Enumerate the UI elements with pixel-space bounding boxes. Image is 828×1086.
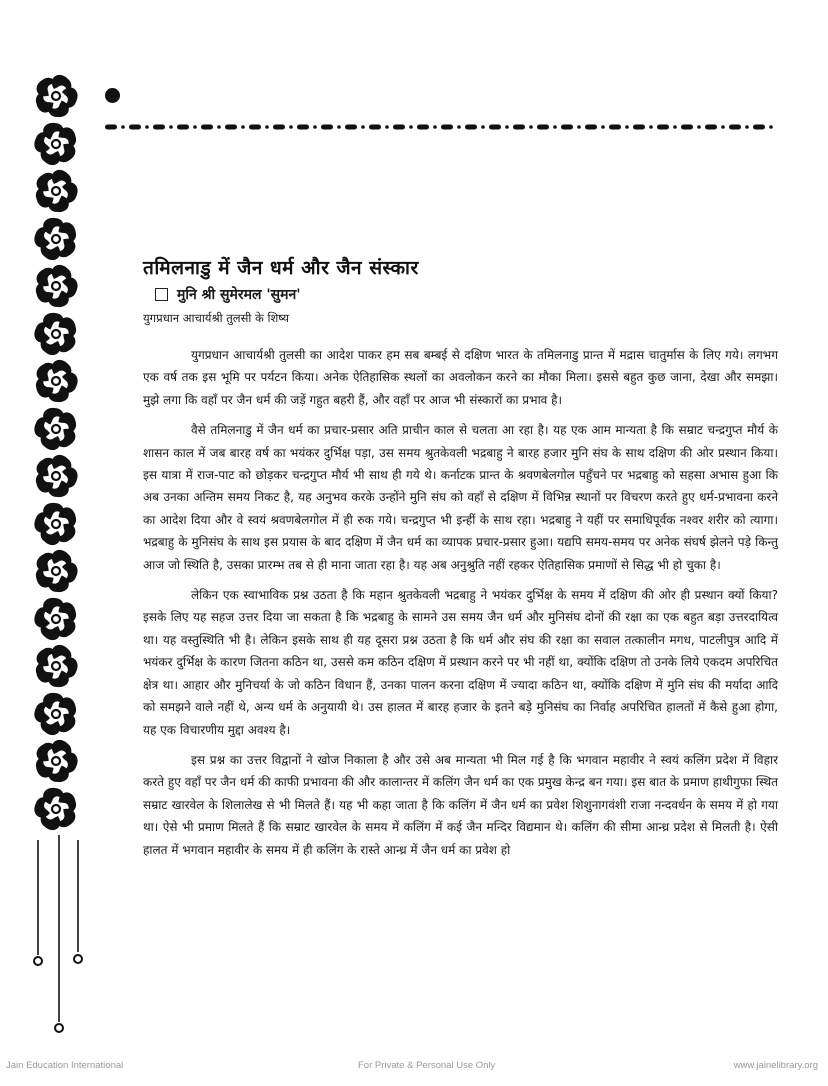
article-title: तमिलनाडु में जैन धर्म और जैन संस्कार [143, 257, 419, 279]
swirl-motif-icon [28, 452, 84, 500]
page-footer [0, 1060, 828, 1076]
article-body [143, 344, 778, 869]
swirl-motif-icon [28, 785, 84, 833]
paragraph: युगप्रधान आचार्यश्री तुलसी का आदेश पाकर हम सब बम्बई से दक्षिण भारत के तमिलनाडु प्रान्त में मद्रास चातुर्मास के लिए गये। लगभग एक वर्ष तक इस भूमि पर पर्यटन किया। अनेक ऐतिहासिक स्थलों का अवलोकन करने का मौका मिला। इससे बहुत कुछ जाना, देखा और समझा। मुझे लगा कि वहाँ पर जैन धर्म की जड़ें गहुत बहरी हैं, और वहाँ पर आज भी संस्कारों का प्रभाव है। [143, 348, 778, 407]
border-pendant-stems-icon [28, 830, 88, 1040]
author-subtitle: युगप्रधान आचार्यश्री तुलसी के शिष्य [143, 311, 290, 325]
checkbox-square-icon [155, 288, 168, 301]
footer-publisher: Jain Education International [6, 1060, 124, 1071]
swirl-motif-icon [28, 167, 84, 215]
paragraph: लेकिन एक स्वाभाविक प्रश्न उठता है कि महान श्रुतकेवली भद्रबाहु ने भयंकर दुर्भिक्ष के समय में दक्षिण की ओर ही प्रस्थान क्यों किया? इसके लिए यह सहज उत्तर दिया जा सकता है कि भद्रबाहु के सामने उस समय जैन धर्म और मुनिसंघ दोनों की रक्षा का एक बहुत बड़ा उत्तरदायित्व था। यह वस्तुस्थिति भी है। लेकिन इसके साथ ही यह दूसरा प्रश्न उठता है कि धर्म और संघ की रक्षा का सवाल तत्कालीन मगध, पाटलीपुत्र आदि में भयंकर दुर्भिक्ष के कारण जितना कठिन था, उससे कम कठिन दक्षिण में प्रस्थान करने पर भी नहीं था, क्योंकि दक्षिण तो उनके लिये एकदम अपरिचित क्षेत्र था। आहार और मुनिचर्या के जो कठिन विधान हैं, उनका पालन करना दक्षिण में ज्यादा कठिन था, क्योंकि दक्षिण में मुनि संघ की मर्यादा आदि को समझने वाले नहीं थे, अन्य धर्म के अनुयायी थे। उस हालत में बारह हजार के इतने बड़े मुनिसंघ का निर्वाह अपरिचित हालतों में कैसे हुआ होगा, यह एक विचारणीय मुद्दा अवश्य है। [143, 588, 778, 737]
swirl-motif-icon [28, 737, 84, 785]
swirl-motif-icon [28, 310, 84, 358]
dotted-dash-rule [105, 123, 775, 131]
swirl-motif-icon [28, 357, 84, 405]
footer-usage-note: For Private & Personal Use Only [358, 1060, 496, 1071]
author-line [155, 285, 301, 304]
swirl-motif-icon [28, 405, 84, 453]
swirl-motif-icon [28, 500, 84, 548]
swirl-motif-icon [28, 547, 84, 595]
footer-website-link[interactable]: www.jainelibrary.org [733, 1060, 818, 1071]
paragraph: वैसे तमिलनाडु में जैन धर्म का प्रचार-प्रसार अति प्राचीन काल से चलता आ रहा है। यह एक आम मान्यता है कि सम्राट चन्द्रगुप्त मौर्य के शासन काल में जब बारह वर्ष का भयंकर दुर्भिक्ष पड़ा, उस समय श्रुतकेवली भद्रबाहु ने बारह हजार मुनि संघ के साथ दक्षिण की ओर प्रस्थान किया। इस यात्रा में राज-पाट को छोड़कर चन्द्रगुप्त मौर्य भी साथ ही गये थे। कर्नाटक प्रान्त के श्रवणबेलगोल पहुँचने पर भद्रबाहु को सहसा अभास हुआ कि अब उनका अन्तिम समय निकट है, यह अनुभव करके उन्होंने मुनि संघ को वहाँ से दक्षिण में विभिन्न स्थानों पर विचरण करते हुए धर्म-प्रभावना करने का आदेश दिया और वे स्वयं श्रवणबेलगोल में ही रुक गये। चन्द्रगुप्त भी इन्हीं के साथ रहा। भद्रबाहु ने यहीं पर समाधिपूर्वक नश्वर शरीर को त्यागा। भद्रबाहु के मुनिसंघ के साथ इस प्रयास के बाद दक्षिण में जैन धर्म का व्यापक प्रचार-प्रसार हुआ। यद्यपि समय-समय पर अनेक संघर्ष झेलने पड़े किन्तु आज जो स्थिति है, उसका प्रारम्भ तब से ही माना जाता रहा है। यह अब अनुश्रुति नहीं रहकर ऐतिहासिक प्रमाणों से सिद्ध भी हो चुका है। [143, 423, 778, 572]
bullet-dot-icon [105, 88, 120, 103]
swirl-motif-icon [28, 215, 84, 263]
paragraph: इस प्रश्न का उत्तर विद्वानों ने खोज निकाला है और उसे अब मान्यता भी मिल गई है कि भगवान महावीर ने स्वयं कलिंग प्रदेश में विहार करते हुए वहाँ पर जैन धर्म की काफी प्रभावना की और कालान्तर में कलिंग जैन धर्म का एक प्रमुख केन्द्र बन गया। इस बात के प्रमाण हाथीगुफा स्थित सम्राट खारवेल के शिलालेख से भी मिलते हैं। यह भी कहा जाता है कि कलिंग में जैन धर्म का प्रवेश शिशुनागवंशी राजा नन्दवर्धन के समय में हो गया था। ऐसे भी प्रमाण मिलते हैं कि सम्राट खारवेल के समय में कलिंग में कई जैन मन्दिर विद्यमान थे। कलिंग की सीमा आन्ध्र प्रदेश से मिलती है। ऐसी हालत में भगवान महावीर के समय में ही कलिंग के रास्ते आन्ध्र में जैन धर्म का प्रवेश हो [143, 752, 778, 857]
swirl-motif-icon [28, 690, 84, 738]
swirl-motif-icon [28, 595, 84, 643]
swirl-motif-icon [28, 642, 84, 690]
swirl-motif-icon [28, 120, 84, 168]
swirl-motif-icon [28, 72, 84, 120]
swirl-motif-icon [28, 262, 84, 310]
decorative-border [28, 72, 84, 832]
author-name: मुनि श्री सुमेरमल 'सुमन' [177, 287, 301, 303]
